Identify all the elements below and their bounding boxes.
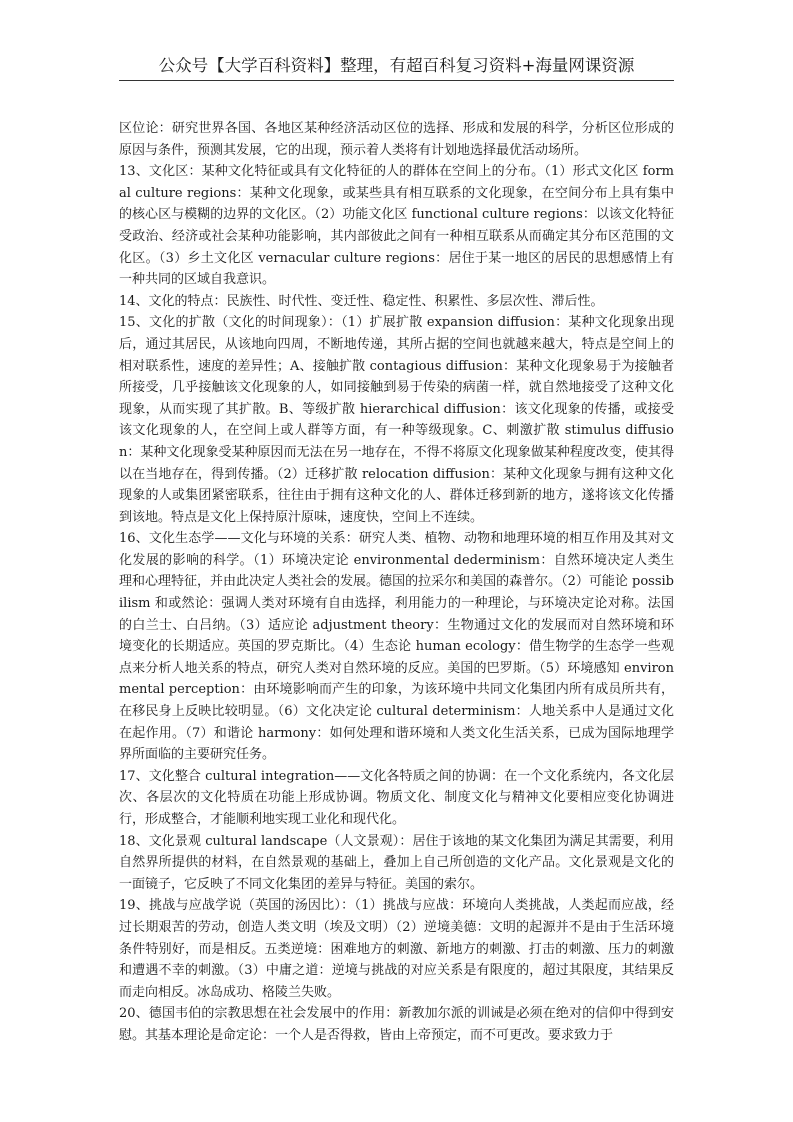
paragraph-15-culture-diffusion: 15、文化的扩散（文化的时间现象）：（1）扩展扩散 expansion diffusion：某种文化现象出现后，通过其居民，从该地向四周，不断地传递，其所占据的空间也就越来越大，特点是空间上的相对联系性，速度的差异性；A、接触扩散 contagious diffusion：某种文化现象易于为接触者所接受，几乎接触该文化现象的人，如同接触到易于传染的病菌一样，就自然地接受了这种文化现象，从而实现了其扩散。B、等级扩散 hierarchical diffusion：该文化现象的传播，或接受该文化现象的人，在空间上或人群等方面，有一种等级现象。C、刺激扩散 stimulus diffusion：某种文化现象受某种原因而无法在另一地存在，不得不将原文化现象做某种程度改变，使其得以在当地存在，得到传播。（2）迁移扩散 relocation diffusion：某种文化现象与拥有这种文化现象的人或集团紧密联系，往往由于拥有这种文化的人、群体迁移到新的地方，遂将该文化传播到该地。特点是文化上保持原汁原味，速度快，空间上不连续。 [119,315,674,525]
paragraph-17-cultural-integration: 17、文化整合 cultural integration——文化各特质之间的协调：在一个文化系统内，各文化层次、各层次的文化特质在功能上形成协调。物质文化、制度文化与精神文化要相应变化协调进行，形成整合，才能顺利地实现工业化和现代化。 [119,768,674,827]
paragraph-13-culture-region: 13、文化区：某种文化特征或具有文化特征的人的群体在空间上的分布。（1）形式文化区 formal culture regions：某种文化现象，或某些具有相互联系的文化现象，在空间分布上具有集中的核心区与模糊的边界的文化区。（2）功能文化区 functional culture regions：以该文化特征受政治、经济或社会某种功能影响，其内部彼此之间有一种相互联系从而确定其分布区范围的文化区。（3）乡土文化区 vernacular culture regions：居住于某一地区的居民的思想感情上有一种共同的区域自我意识。 [119,164,674,288]
document-body [119,118,674,1047]
header-divider [119,80,674,81]
page-header: 公众号【大学百科资料】整理，有超百科复习资料+海量网课资源 [158,56,635,75]
paragraph-location-theory: 区位论：研究世界各国、各地区某种经济活动区位的选择、形成和发展的科学，分析区位形成的原因与条件，预测其发展，它的出现，预示着人类将有计划地选择最优活动场所。 [119,121,674,158]
paragraph-14-culture-features: 14、文化的特点：民族性、时代性、变迁性、稳定性、积累性、多层次性、滞后性。 [119,293,604,309]
paragraph-18-cultural-landscape: 18、文化景观 cultural landscape（人文景观）：居住于该地的某文化集团为满足其需要，利用自然界所提供的材料，在自然景观的基础上，叠加上自己所创造的文化产品。文化景观是文化的一面镜子，它反映了不同文化集团的差异与特征。美国的索尔。 [119,833,674,892]
paragraph-20-weber-religion: 20、德国韦伯的宗教思想在社会发展中的作用：新教加尔派的训诫是必须在绝对的信仰中得到安慰。其基本理论是命定论：一个人是否得救，皆由上帝预定，而不可更改。要求致力于 [119,1006,674,1043]
paragraph-19-challenge-response: 19、挑战与应战学说（英国的汤因比）：（1）挑战与应战：环境向人类挑战，人类起而应战，经过长期艰苦的劳动，创造人类文明（埃及文明）（2）逆境美德：文明的起源并不是由于生活环境条件特别好，而是相反。五类逆境：困难地方的刺激、新地方的刺激、打击的刺激、压力的刺激和遭遇不幸的刺激。（3）中庸之道：逆境与挑战的对应关系是有限度的，超过其限度，其结果反而走向相反。冰岛成功、格陵兰失败。 [119,898,674,1000]
paragraph-16-cultural-ecology: 16、文化生态学——文化与环境的关系：研究人类、植物、动物和地理环境的相互作用及其对文化发展的影响的科学。（1）环境决定论 environmental dederminism：自然环境决定人类生理和心理特征，并由此决定人类社会的发展。德国的拉采尔和美国的森普尔。（2）可能论 possibilism 和或然论：强调人类对环境有自由选择，利用能力的一种理论，与环境决定论对称。法国的白兰士、白吕纳。（3）适应论 adjustment theory：生物通过文化的发展而对自然环境和环境变化的长期适应。英国的罗克斯比。（4）生态论 human ecology：借生物学的生态学一些观点来分析人地关系的特点，研究人类对自然环境的反应。美国的巴罗斯。（5）环境感知 environmental perception：由环境影响而产生的印象，为该环境中共同文化集团内所有成员所共有，在移民身上反映比较明显。（6）文化决定论 cultural determinism：人地关系中人是通过文化在起作用。（7）和谐论 harmony：如何处理和谐环境和人类文化生活关系，已成为国际地理学界所面临的主要研究任务。 [119,531,674,763]
